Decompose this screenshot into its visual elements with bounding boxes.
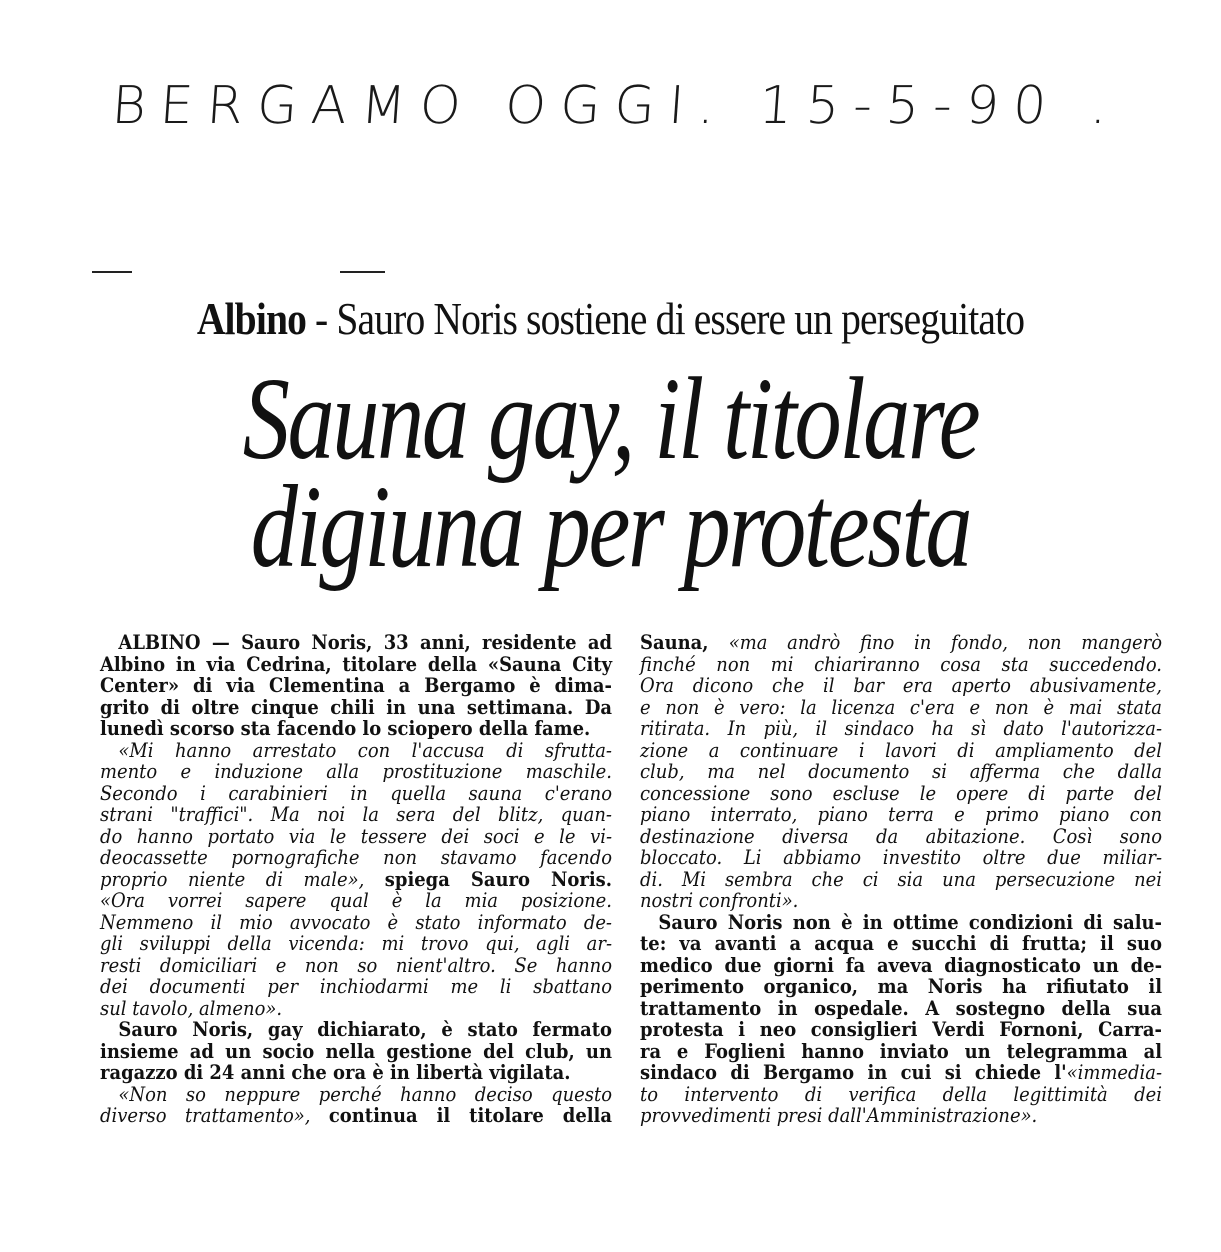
body-text-line: ragazzo di 24 anni che ora è in libertà vigilata. xyxy=(100,1061,571,1084)
body-text-line: ritirata. In più, il sindaco ha sì dato l'autorizza- xyxy=(640,717,1163,740)
body-text-line: zione a continuare i lavori di ampliamento del xyxy=(640,738,1163,762)
body-text-line: club, ma nel documento si afferma che dalla xyxy=(640,760,1163,783)
article-column-left xyxy=(100,632,612,1127)
body-text-line: insieme ad un socio nella gestione del club, un xyxy=(100,1039,613,1063)
body-text-line: nostri confronti». xyxy=(640,889,799,912)
body-text-line: mento e induzione alla prostituzione maschile. xyxy=(100,760,613,783)
body-text-line: diverso trattamento», continua il titolare della xyxy=(100,1104,613,1127)
kicker-place: Albino xyxy=(196,293,307,344)
body-text-line: Center» di via Clementina a Bergamo è dima- xyxy=(100,674,613,697)
handwritten-source-note: BERGAMO OGGI. 15-5-90 . xyxy=(109,76,1124,136)
body-text-line: «Ora vorrei sapere qual è la mia posizione. xyxy=(100,889,613,912)
body-text-line: Sauro Noris non è in ottime condizioni di salu- xyxy=(658,910,1163,934)
body-text-line: te: va avanti a acqua e succhi di frutta; il suo xyxy=(640,932,1163,955)
article-headline xyxy=(122,353,1099,592)
body-text-line: deocassette pornografiche non stavamo facendo xyxy=(100,846,613,869)
body-text-line: gli sviluppi della vicenda: mi trovo qui, agli ar- xyxy=(100,932,613,955)
body-text-line: strani "traffici". Ma noi la sera del blitz, quan- xyxy=(100,803,613,826)
body-text-line: finché non mi chiariranno cosa sta succedendo. xyxy=(640,652,1163,676)
body-text-line: perimento organico, ma Noris ha rifiutato il xyxy=(640,975,1163,998)
body-text-line: bloccato. Li abbiamo investito oltre due miliar- xyxy=(640,846,1163,869)
top-rule-center xyxy=(340,271,385,273)
kicker-subtitle: - Sauro Noris sostiene di essere un perseguitato xyxy=(306,293,1025,344)
top-rule-left xyxy=(92,271,132,273)
body-text-line: Albino in via Cedrina, titolare della «Sauna City xyxy=(100,652,613,676)
body-text-line: lunedì scorso sta facendo lo sciopero della fame. xyxy=(100,717,591,740)
headline-line-2: digiuna per protesta xyxy=(250,461,971,592)
body-text-line: Sauro Noris, gay dichiarato, è stato fermato xyxy=(118,1018,613,1041)
headline-line-1: Sauna gay, il titolare xyxy=(242,353,979,484)
body-text-line: resti domiciliari e non so nient'altro. Se hanno xyxy=(100,953,613,977)
body-text-line: Nemmeno il mio avvocato è stato informato de- xyxy=(100,910,613,934)
body-text-line: medico due giorni fa aveva diagnosticato un de- xyxy=(640,953,1163,977)
body-text-line: Secondo i carabinieri in quella sauna c'erano xyxy=(100,781,613,805)
body-text-line: do hanno portato via le tessere dei soci e le vi- xyxy=(100,824,613,848)
body-text-line: sul tavolo, almeno». xyxy=(100,996,283,1020)
body-text-line: grito di oltre cinque chili in una settimana. Da xyxy=(100,695,613,719)
body-text-line: sindaco di Bergamo in cui si chiede l'«immedia- xyxy=(640,1061,1163,1084)
body-text-line: trattamento in ospedale. A sostegno della sua xyxy=(640,996,1163,1020)
body-text-line: destinazione diversa da abitazione. Così sono xyxy=(640,824,1163,848)
body-text-line: ALBINO — Sauro Noris, 33 anni, residente ad xyxy=(118,631,613,654)
body-text-line: Sauna, «ma andrò fino in fondo, non mangerò xyxy=(640,631,1163,654)
body-text-line: e non è vero: la licenza c'era e non è mai stata xyxy=(640,695,1163,719)
article-column-right xyxy=(640,632,1162,1127)
body-text-line: to intervento di verifica della legittimità dei xyxy=(640,1082,1163,1106)
body-text-line: concessione sono escluse le opere di parte del xyxy=(640,781,1163,805)
body-text-line: ra e Foglieni hanno inviato un telegramma al xyxy=(640,1039,1163,1063)
body-text-line: di. Mi sembra che ci sia una persecuzione nei xyxy=(640,867,1163,891)
body-text-line: «Mi hanno arrestato con l'accusa di sfrutta- xyxy=(118,738,613,762)
body-text-line: proprio niente di male», spiega Sauro Noris. xyxy=(100,867,613,891)
body-text-line: provvedimenti presi dall'Amministrazione». xyxy=(640,1104,1038,1127)
body-text-line: Ora dicono che il bar era aperto abusivamente, xyxy=(640,674,1163,697)
body-text-line: «Non so neppure perché hanno deciso questo xyxy=(118,1082,613,1106)
body-text-line: piano interrato, piano terra e primo piano con xyxy=(640,803,1163,826)
body-text-line: protesta i neo consiglieri Verdi Fornoni, Carra- xyxy=(640,1018,1163,1041)
body-text-line: dei documenti per inchiodarmi me li sbattano xyxy=(100,975,613,998)
article-kicker xyxy=(85,292,1135,345)
